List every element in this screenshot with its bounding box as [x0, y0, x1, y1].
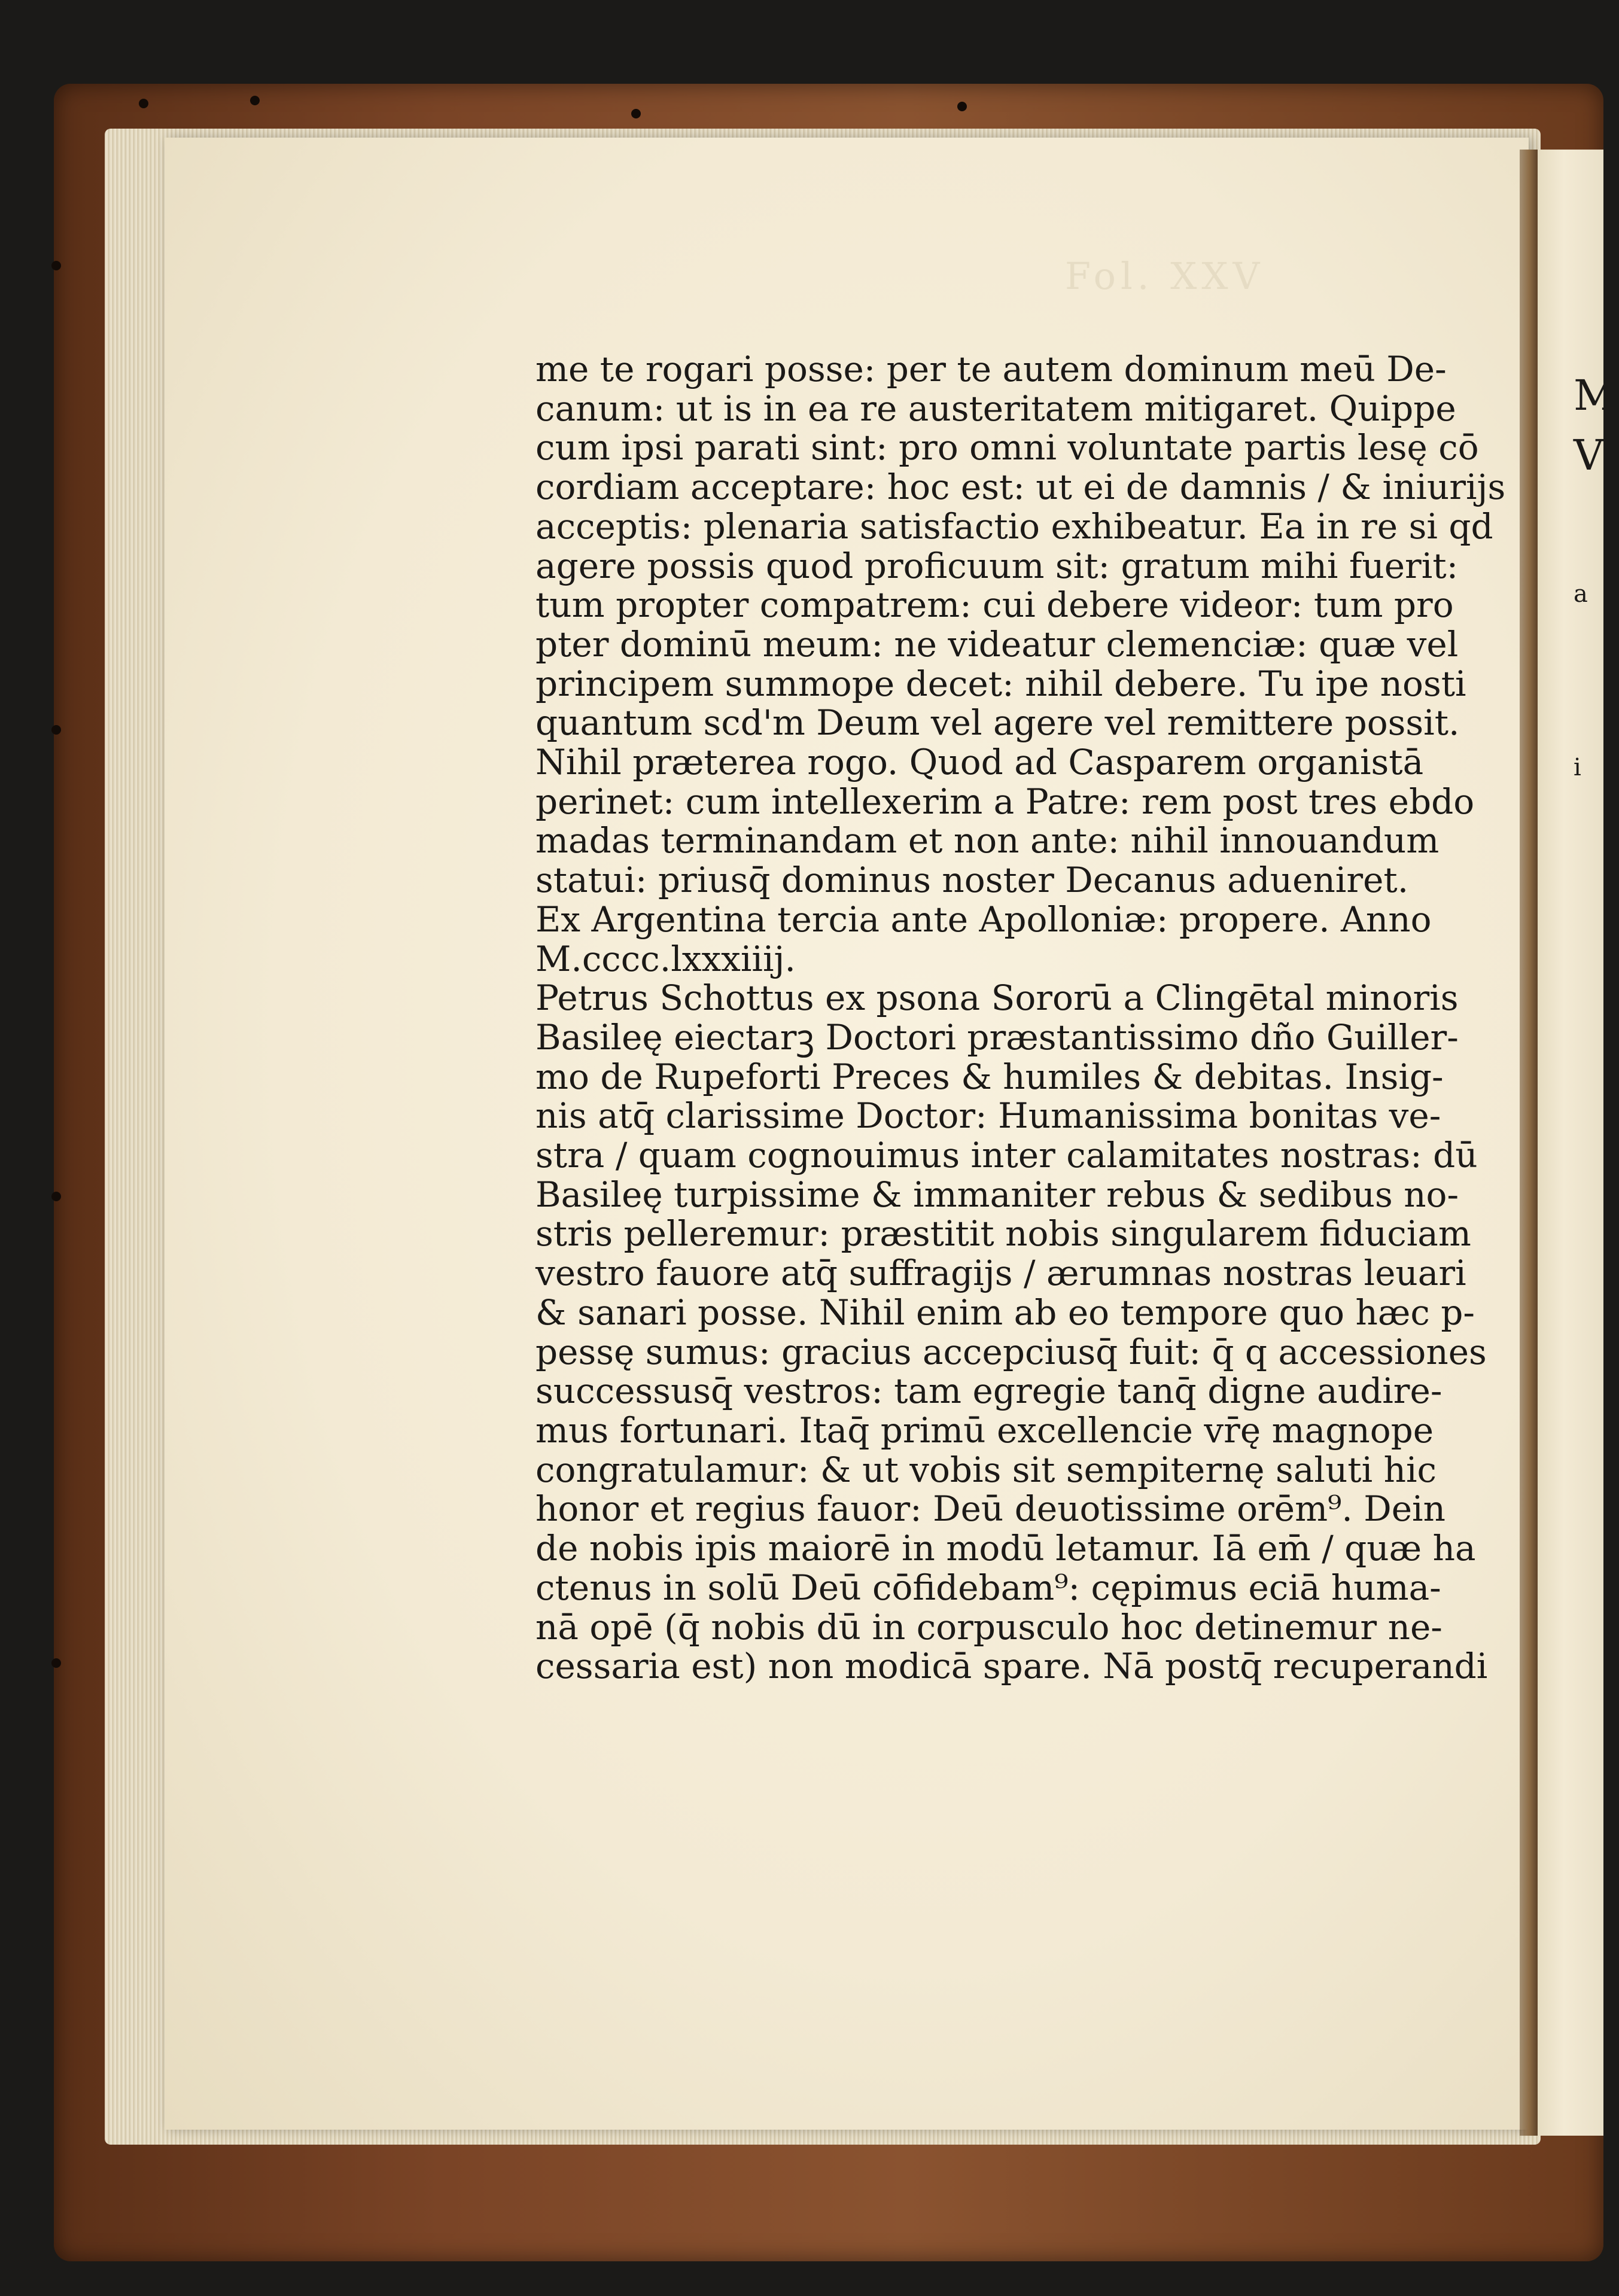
binding-hole: [250, 96, 260, 105]
text-line: & sanari posse. Nihil enim ab eo tempore quo hæc p-: [535, 1292, 1475, 1333]
text-line: cordiam acceptare: hoc est: ut ei de damnis / & iniurijs: [535, 467, 1506, 508]
facing-page-fragment: a: [1574, 580, 1588, 608]
text-line: successusq̄ vestros: tam egregie tanq̄ digne audire-: [535, 1371, 1443, 1412]
text-line: stris pelleremur: præstitit nobis singularem fiduciam: [535, 1213, 1471, 1254]
text-line: acceptis: plenaria satisfactio exhibeatur. Ea in re si qd: [535, 506, 1493, 547]
text-line: nā opē (q̄ nobis dū in corpusculo hoc detinemur ne-: [535, 1606, 1443, 1648]
text-line: madas terminandam et non ante: nihil innouandum: [535, 820, 1440, 861]
text-line: cessaria est) non modicā spare. Nā postq̄ recuperandi: [535, 1646, 1488, 1687]
text-line: pessę sumus: gracius accepciusq̄ fuit: q̄ q accessiones: [535, 1331, 1487, 1372]
text-line: cum ipsi parati sint: pro omni voluntate partis lesę cō: [535, 427, 1479, 468]
binding-hole: [139, 99, 148, 108]
text-line: Basileę turpissime & immaniter rebus & sedibus no-: [535, 1174, 1459, 1215]
facing-page-fragment: M: [1574, 371, 1617, 420]
binding-hole: [51, 1192, 61, 1201]
binding-hole: [51, 261, 61, 270]
facing-page-fragment: i: [1574, 754, 1581, 781]
text-line: Petrus Schottus ex psona Sororū a Clingētal minoris: [535, 978, 1459, 1019]
text-line: Nihil præterea rogo. Quod ad Casparem organistā: [535, 742, 1424, 783]
text-line: honor et regius fauor: Deū deuotissime orēm⁹. Dein: [535, 1488, 1445, 1530]
text-line: mo de Rupeforti Preces & humiles & debitas. Insig-: [535, 1056, 1444, 1097]
text-line: vestro fauore atq̄ suffragijs / ærumnas nostras leuari: [535, 1253, 1466, 1294]
text-line: principem summope decet: nihil debere. Tu ipe nosti: [535, 663, 1466, 704]
text-line: Basileę eiectarꝫ Doctori præstantissimo dño Guiller-: [535, 1016, 1459, 1058]
text-line: statui: priusq̄ dominus noster Decanus adueniret.: [535, 860, 1409, 901]
text-line: ctenus in solū Deū cōfidebam⁹: cępimus eciā huma-: [535, 1567, 1441, 1608]
binding-hole: [51, 725, 61, 735]
text-line: nis atq̄ clarissime Doctor: Humanissima bonitas ve-: [535, 1095, 1441, 1137]
text-line: me te rogari posse: per te autem dominum meū De-: [535, 349, 1447, 389]
text-line: perinet: cum intellexerim a Patre: rem post tres ebdo: [535, 781, 1475, 822]
text-line: agere possis quod proficuum sit: gratum mihi fuerit:: [535, 545, 1459, 586]
facing-page-fragment: V: [1574, 431, 1604, 480]
text-line: Ex Argentina tercia ante Apolloniæ: propere. Anno: [535, 899, 1432, 940]
text-line: stra / quam cognouimus inter calamitates nostras: dū: [535, 1135, 1478, 1176]
binding-hole: [631, 109, 641, 118]
folio-show-through: Fol. XXV: [1065, 254, 1265, 298]
binding-hole: [957, 102, 967, 111]
text-line: congratulamur: & ut vobis sit sempiternę saluti hic: [535, 1449, 1437, 1490]
text-line: mus fortunari. Itaq̄ primū excellencie vr̄ę magnope: [535, 1409, 1434, 1451]
binding-hole: [51, 1658, 61, 1668]
text-line: tum propter compatrem: cui debere videor: tum pro: [535, 584, 1454, 626]
text-line: quantum scd'm Deum vel agere vel remittere possit.: [535, 702, 1460, 744]
letter-text-block: [535, 349, 1506, 1687]
text-line: M.cccc.lxxxiiij.: [535, 938, 796, 979]
text-line: canum: ut is in ea re austeritatem mitigaret. Quippe: [535, 388, 1456, 429]
text-line: pter dominū meum: ne videatur clemenciæ: quæ vel: [535, 623, 1459, 665]
text-line: de nobis ipis maiorē in modū letamur. Iā em̄ / quæ ha: [535, 1528, 1476, 1569]
facing-page-edge: [1538, 150, 1617, 2136]
